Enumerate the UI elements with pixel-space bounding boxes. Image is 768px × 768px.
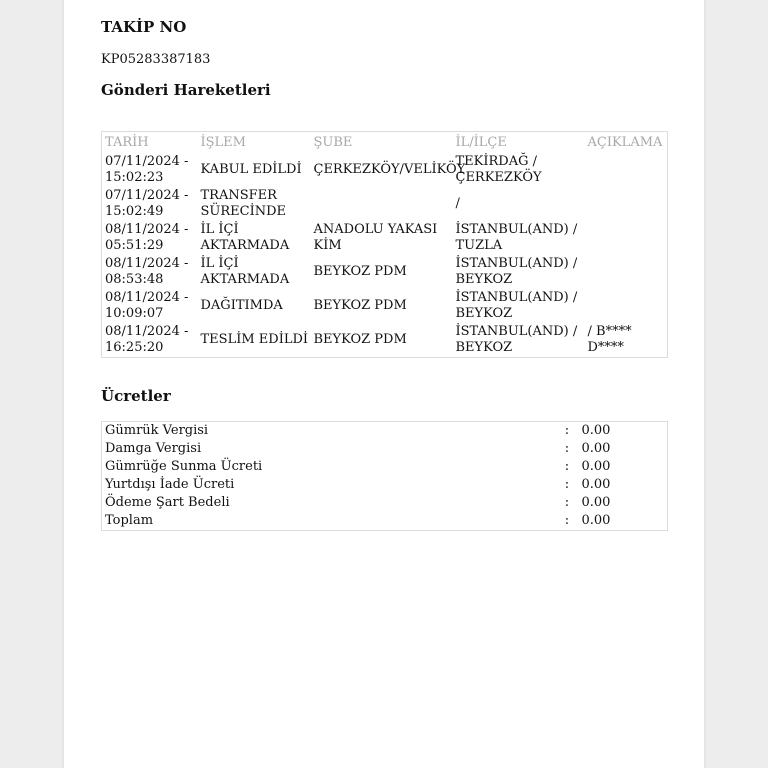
fee-separator: : <box>564 477 570 492</box>
cell-location: İSTANBUL(AND) / BEYKOZ <box>455 324 578 355</box>
table-row <box>102 323 668 358</box>
column-header-note: AÇIKLAMA <box>587 135 663 150</box>
table-row <box>102 440 668 458</box>
tracking-number: KP05283387183 <box>101 52 211 67</box>
cell-action: DAĞITIMDA <box>200 298 283 313</box>
table-row <box>102 476 668 494</box>
cell-note: / B**** D**** <box>587 324 632 355</box>
table-row <box>102 255 668 289</box>
fee-value: 0.00 <box>581 423 611 438</box>
cell-date: 07/11/2024 - 15:02:49 <box>105 188 189 219</box>
fees-heading: Ücretler <box>101 387 171 405</box>
movements-header-row <box>102 132 668 154</box>
cell-action: İL İÇİ AKTARMADA <box>200 222 290 253</box>
cell-action: İL İÇİ AKTARMADA <box>200 256 290 287</box>
fee-label: Yurtdışı İade Ücreti <box>105 477 235 492</box>
movements-heading: Gönderi Hareketleri <box>101 81 271 99</box>
cell-action: TRANSFER SÜRECİNDE <box>200 188 287 219</box>
cell-location: TEKİRDAĞ / ÇERKEZKÖY <box>455 154 542 185</box>
cell-branch: BEYKOZ PDM <box>313 298 407 313</box>
fee-value: 0.00 <box>581 495 611 510</box>
cell-date: 08/11/2024 - 10:09:07 <box>105 290 189 321</box>
fee-value: 0.00 <box>581 459 611 474</box>
column-header-branch: ŞUBE <box>313 135 353 150</box>
table-row <box>102 458 668 476</box>
cell-location: İSTANBUL(AND) / BEYKOZ <box>455 290 578 321</box>
cell-branch: ÇERKEZKÖY/VELİKÖY <box>313 162 466 177</box>
cell-note <box>585 153 668 187</box>
fee-value: 0.00 <box>581 513 611 528</box>
fee-label: Gümrüğe Sunma Ücreti <box>105 459 263 474</box>
fee-separator: : <box>564 513 570 528</box>
cell-note <box>585 289 668 323</box>
cell-action: KABUL EDİLDİ <box>200 162 302 177</box>
column-header-location: İL/İLÇE <box>455 135 507 150</box>
fee-label: Ödeme Şart Bedeli <box>105 495 230 510</box>
cell-date: 08/11/2024 - 08:53:48 <box>105 256 189 287</box>
cell-action: TESLİM EDİLDİ <box>200 332 309 347</box>
table-row <box>102 221 668 255</box>
cell-location: İSTANBUL(AND) / TUZLA <box>455 222 578 253</box>
cell-note <box>585 187 668 221</box>
column-header-action: İŞLEM <box>200 135 246 150</box>
cell-branch <box>311 187 453 221</box>
table-row <box>102 512 668 531</box>
cell-branch: ANADOLU YAKASI KİM <box>313 222 438 253</box>
movements-table <box>101 131 668 358</box>
fee-value: 0.00 <box>581 441 611 456</box>
table-row <box>102 289 668 323</box>
tracking-heading: TAKİP NO <box>101 18 187 36</box>
table-row <box>102 422 668 441</box>
table-row <box>102 494 668 512</box>
table-row <box>102 187 668 221</box>
cell-note <box>585 221 668 255</box>
fee-separator: : <box>564 459 570 474</box>
cell-location: İSTANBUL(AND) / BEYKOZ <box>455 256 578 287</box>
fee-separator: : <box>564 495 570 510</box>
document-page <box>64 0 704 768</box>
cell-branch: BEYKOZ PDM <box>313 332 407 347</box>
fee-separator: : <box>564 423 570 438</box>
column-header-date: TARİH <box>105 135 149 150</box>
fee-label: Toplam <box>105 513 154 528</box>
cell-date: 08/11/2024 - 16:25:20 <box>105 324 189 355</box>
cell-location: / <box>455 196 460 211</box>
fees-table <box>101 421 668 531</box>
fee-value: 0.00 <box>581 477 611 492</box>
fee-separator: : <box>564 441 570 456</box>
fee-label: Damga Vergisi <box>105 441 202 456</box>
table-row <box>102 153 668 187</box>
fee-label: Gümrük Vergisi <box>105 423 209 438</box>
cell-branch: BEYKOZ PDM <box>313 264 407 279</box>
cell-date: 08/11/2024 - 05:51:29 <box>105 222 189 253</box>
cell-date: 07/11/2024 - 15:02:23 <box>105 154 189 185</box>
cell-note <box>585 255 668 289</box>
